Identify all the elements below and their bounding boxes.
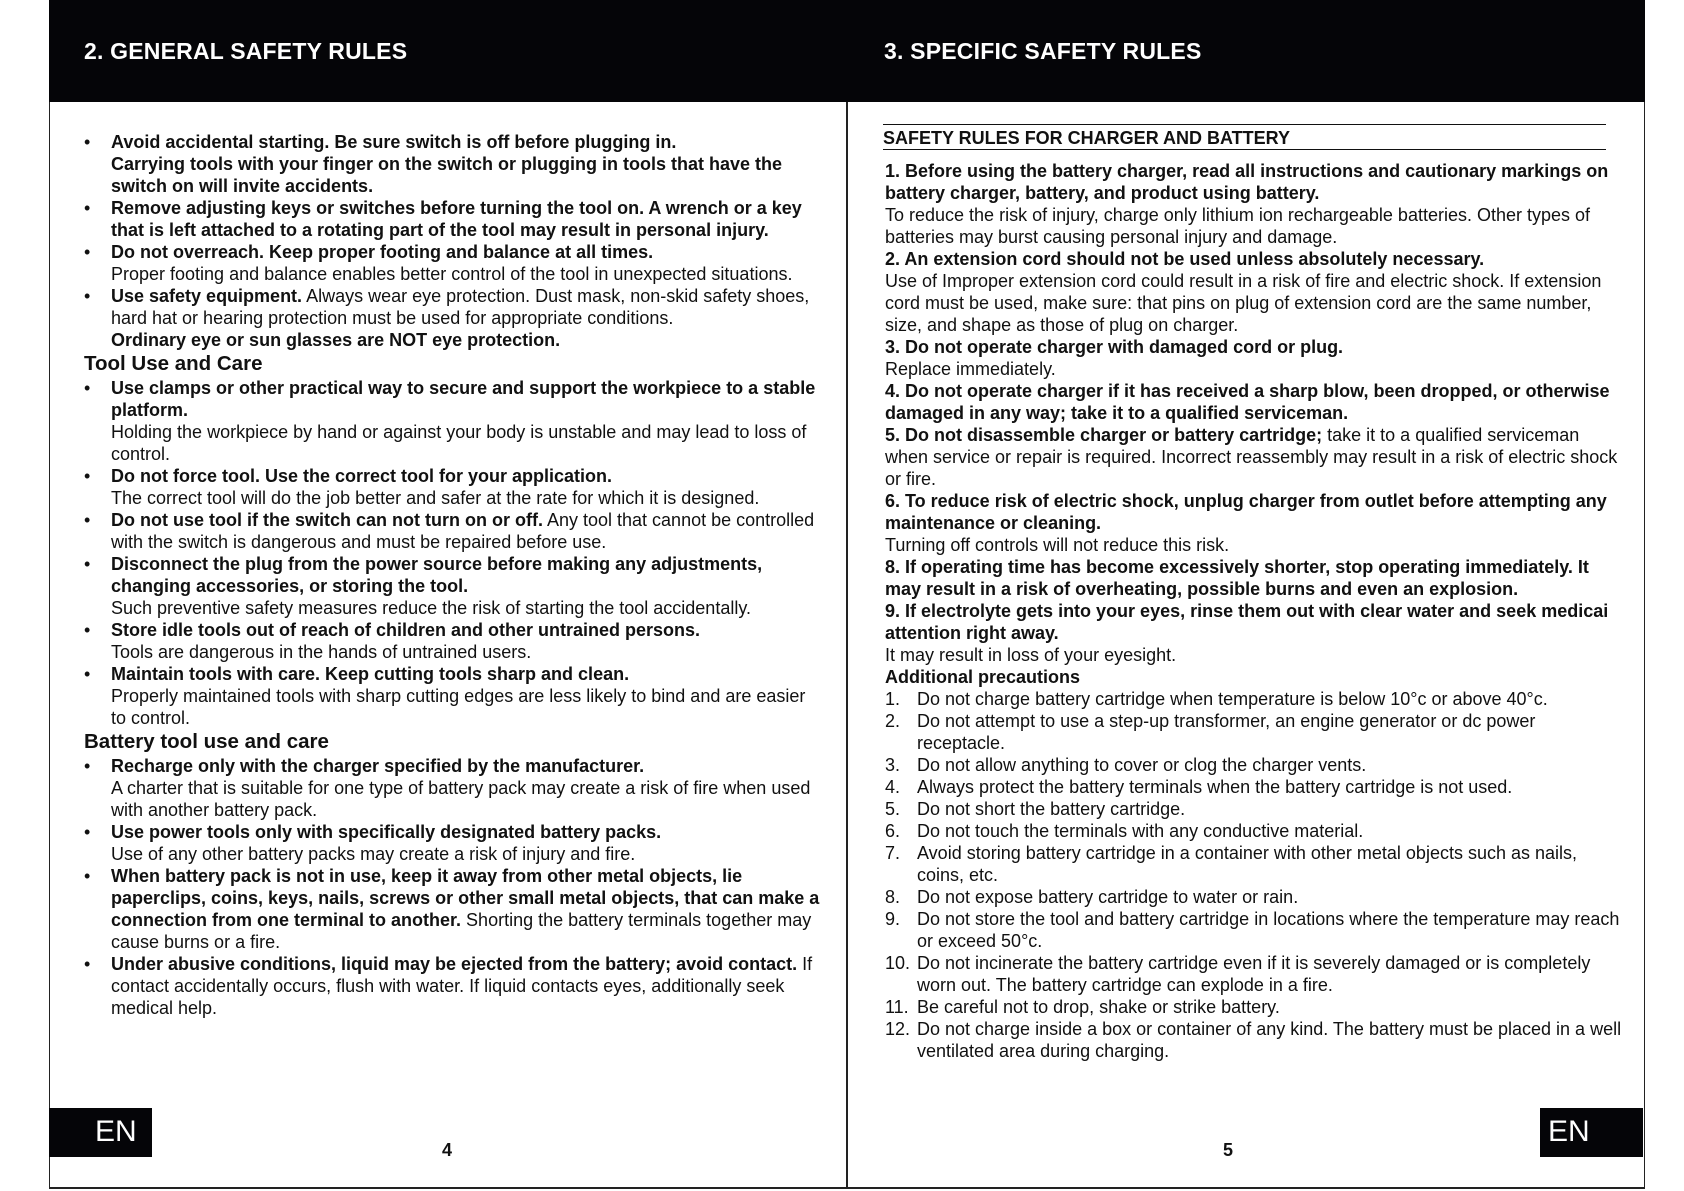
subsection-heading: Tool Use and Care <box>84 352 263 375</box>
rule-item <box>885 248 1625 336</box>
body-text: Any tool that cannot be controlled with the switch is dangerous and must be repaired before use. <box>111 510 815 552</box>
bold-text: 3. Do not operate charger with damaged cord or plug. <box>885 337 1344 357</box>
precaution-text: Do not incinerate the battery cartridge even if it is severely damaged or is completely worn out. The battery cartridge can explode in a fire. <box>917 953 1591 995</box>
body-text: To reduce the risk of injury, charge only lithium ion rechargeable batteries. Other types of batteries may burst causing personal injury and damage. <box>885 205 1591 247</box>
precautions-list <box>885 688 1625 1062</box>
body-text: Such preventive safety measures reduce the risk of starting the tool accidentally. <box>111 598 751 618</box>
section-title: SAFETY RULES FOR CHARGER AND BATTERY <box>883 124 1606 150</box>
bold-text: Do not overreach. Keep proper footing and balance at all times. <box>111 242 654 262</box>
precaution-text: Avoid storing battery cartridge in a container with other metal objects such as nails, coins, etc. <box>917 843 1578 885</box>
precaution-text: Be careful not to drop, shake or strike battery. <box>917 997 1280 1017</box>
bold-text: Disconnect the plug from the power source before making any adjustments, changing accessories, or storing the tool. <box>111 554 763 596</box>
bullet-item <box>84 241 824 285</box>
precaution-text: Do not allow anything to cover or clog the charger vents. <box>917 755 1367 775</box>
rule-item <box>885 380 1625 424</box>
bullet-icon: • <box>84 664 91 684</box>
page-number-left: 4 <box>442 1140 453 1160</box>
precaution-text: Do not expose battery cartridge to water or rain. <box>917 887 1299 907</box>
body-text: Use of any other battery packs may create a risk of injury and fire. <box>111 844 636 864</box>
precaution-text: Do not touch the terminals with any conductive material. <box>917 821 1364 841</box>
bold-text: 1. Before using the battery charger, read all instructions and cautionary markings on battery charger, battery, and product using battery. <box>885 161 1609 203</box>
bullet-icon: • <box>84 620 91 640</box>
right-page-title: 3. SPECIFIC SAFETY RULES <box>884 38 1202 64</box>
precaution-item <box>885 908 1625 952</box>
body-text: It may result in loss of your eyesight. <box>885 645 1177 665</box>
bullet-icon: • <box>84 554 91 574</box>
precaution-number: 1. <box>885 689 901 709</box>
precaution-number: 2. <box>885 711 901 731</box>
bullet-icon: • <box>84 866 91 886</box>
bullet-item <box>84 377 824 465</box>
rule-item <box>885 160 1625 248</box>
bold-text: Do not force tool. Use the correct tool for your application. <box>111 466 613 486</box>
precaution-text: Do not short the battery cartridge. <box>917 799 1186 819</box>
bold-text: Ordinary eye or sun glasses are NOT eye protection. <box>111 330 561 350</box>
bold-text: Under abusive conditions, liquid may be ejected from the battery; avoid contact. <box>111 954 798 974</box>
bold-text: When battery pack is not in use, keep it away from other metal objects, lie paperclips, coins, keys, nails, screws or other small metal objects, that can make a connection from one terminal to another. <box>111 866 820 930</box>
precaution-item <box>885 842 1625 886</box>
bullet-item <box>84 755 824 821</box>
bullet-icon: • <box>84 954 91 974</box>
page-number-right: 5 <box>1223 1140 1234 1160</box>
bullet-item <box>84 197 824 241</box>
bullet-item <box>84 285 824 351</box>
body-text: Use of Improper extension cord could result in a risk of fire and electric shock. If extension cord must be used, make sure: that pins on plug of extension cord are the same number, size, and shape as those of plug on charger. <box>885 271 1602 335</box>
precaution-item <box>885 820 1625 842</box>
precaution-item <box>885 952 1625 996</box>
bullet-item <box>84 619 824 663</box>
bold-text: 8. If operating time has become excessively shorter, stop operating immediately. It may result in a risk of overheating, possible burns and even an explosion. <box>885 557 1589 599</box>
bold-text: Use clamps or other practical way to secure and support the workpiece to a stable platform. <box>111 378 816 420</box>
precaution-text: Do not attempt to use a step-up transformer, an engine generator or dc power receptacle. <box>917 711 1536 753</box>
bullet-item <box>84 821 824 865</box>
rule-item <box>885 556 1625 600</box>
body-text: The correct tool will do the job better and safer at the rate for which it is designed. <box>111 488 760 508</box>
precaution-item <box>885 688 1625 710</box>
precaution-number: 12. <box>885 1019 911 1039</box>
precautions-heading: Additional precautions <box>885 667 1081 687</box>
precaution-number: 5. <box>885 799 901 819</box>
bullet-item <box>84 865 824 953</box>
body-text: Shorting the battery terminals together may cause burns or a fire. <box>111 910 812 952</box>
body-text: If contact accidentally occurs, flush with water. If liquid contacts eyes, additionally seek medical help. <box>111 954 813 1018</box>
bullet-item <box>84 509 824 553</box>
bullet-icon: • <box>84 132 91 152</box>
precaution-number: 6. <box>885 821 901 841</box>
precaution-item <box>885 886 1625 908</box>
bullet-icon: • <box>84 242 91 262</box>
body-text: Proper footing and balance enables better control of the tool in unexpected situations. <box>111 264 793 284</box>
precaution-number: 9. <box>885 909 901 929</box>
bullet-icon: • <box>84 198 91 218</box>
precaution-text: Do not charge inside a box or container of any kind. The battery must be placed in a well ventilated area during charging. <box>917 1019 1622 1061</box>
rule-item <box>885 490 1625 556</box>
bold-text: Use safety equipment. <box>111 286 303 306</box>
bullet-icon: • <box>84 822 91 842</box>
bullet-item <box>84 131 824 197</box>
body-text: Properly maintained tools with sharp cutting edges are less likely to bind and are easier to control. <box>111 686 806 728</box>
precaution-item <box>885 798 1625 820</box>
language-badge-right: EN <box>1540 1108 1643 1157</box>
bullet-icon: • <box>84 510 91 530</box>
rule-item <box>885 600 1625 666</box>
bullet-item <box>84 953 824 1019</box>
bold-text: 5. Do not disassemble charger or battery cartridge; <box>885 425 1323 445</box>
precaution-number: 7. <box>885 843 901 863</box>
bullet-icon: • <box>84 466 91 486</box>
bullet-icon: • <box>84 756 91 776</box>
body-text: Holding the workpiece by hand or against your body is unstable and may lead to loss of control. <box>111 422 807 464</box>
general-safety-rules-column <box>84 131 824 1019</box>
left-page-title: 2. GENERAL SAFETY RULES <box>84 38 408 64</box>
bullet-icon: • <box>84 378 91 398</box>
bullet-item <box>84 465 824 509</box>
bold-text: Do not use tool if the switch can not turn on or off. <box>111 510 543 530</box>
bold-text: 4. Do not operate charger if it has received a sharp blow, been dropped, or otherwise damaged in any way; take it to a qualified serviceman. <box>885 381 1610 423</box>
bold-text: Maintain tools with care. Keep cutting tools sharp and clean. <box>111 664 630 684</box>
precaution-item <box>885 754 1625 776</box>
bullet-icon: • <box>84 286 91 306</box>
charger-rules-list <box>885 160 1625 666</box>
bold-text: 6. To reduce risk of electric shock, unplug charger from outlet before attempting any maintenance or cleaning. <box>885 491 1607 533</box>
precaution-number: 4. <box>885 777 901 797</box>
body-text: take it to a qualified serviceman when service or repair is required. Incorrect reassembly may result in a risk of electric shock or fire. <box>885 425 1618 489</box>
precaution-text: Do not store the tool and battery cartridge in locations where the temperature may reach or exceed 50°c. <box>917 909 1620 951</box>
precaution-item <box>885 1018 1625 1062</box>
bold-text: Recharge only with the charger specified by the manufacturer. <box>111 756 645 776</box>
bold-text: 2. An extension cord should not be used unless absolutely necessary. <box>885 249 1485 269</box>
precaution-item <box>885 776 1625 798</box>
page-divider <box>846 102 848 1189</box>
body-text: Tools are dangerous in the hands of untrained users. <box>111 642 532 662</box>
body-text: A charter that is suitable for one type of battery pack may create a risk of fire when used with another battery pack. <box>111 778 811 820</box>
bold-text: Carrying tools with your finger on the switch or plugging in tools that have the switch on will invite accidents. <box>111 154 783 196</box>
body-text: Replace immediately. <box>885 359 1056 379</box>
bold-text: Store idle tools out of reach of children and other untrained persons. <box>111 620 701 640</box>
subsection-heading: Battery tool use and care <box>84 730 329 753</box>
precaution-item <box>885 996 1625 1018</box>
rule-item <box>885 336 1625 380</box>
bold-text: Avoid accidental starting. Be sure switch is off before plugging in. <box>111 132 677 152</box>
bold-text: Remove adjusting keys or switches before turning the tool on. A wrench or a key that is left attached to a rotating part of the tool may result in personal injury. <box>111 198 802 240</box>
rule-item <box>885 424 1625 490</box>
precaution-number: 3. <box>885 755 901 775</box>
precaution-text: Do not charge battery cartridge when temperature is below 10°c or above 40°c. <box>917 689 1548 709</box>
body-text: Turning off controls will not reduce this risk. <box>885 535 1230 555</box>
specific-safety-rules-column <box>885 160 1625 1062</box>
bold-text: Use power tools only with specifically designated battery packs. <box>111 822 662 842</box>
precaution-number: 8. <box>885 887 901 907</box>
body-text: Always wear eye protection. Dust mask, non-skid safety shoes, hard hat or hearing protection must be used for appropriate conditions. <box>111 286 810 328</box>
precaution-item <box>885 710 1625 754</box>
bullet-item <box>84 553 824 619</box>
precaution-number: 11. <box>885 997 909 1017</box>
precaution-number: 10. <box>885 953 911 973</box>
precaution-text: Always protect the battery terminals when the battery cartridge is not used. <box>917 777 1513 797</box>
bullet-item <box>84 663 824 729</box>
bold-text: 9. If electrolyte gets into your eyes, rinse them out with clear water and seek medicai attention right away. <box>885 601 1609 643</box>
language-badge-left: EN <box>49 1108 152 1157</box>
